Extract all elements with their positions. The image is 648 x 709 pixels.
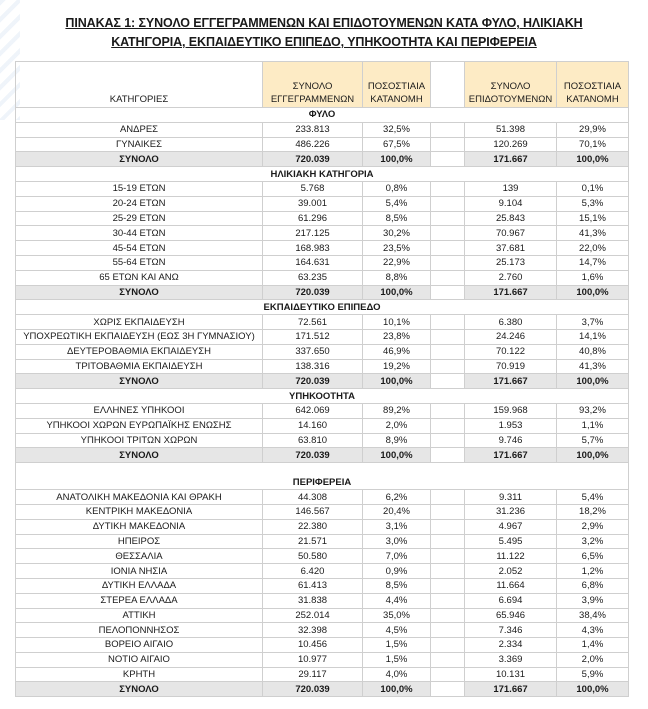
row-category: ΥΠΟΧΡΕΩΤΙΚΗ ΕΚΠΑΙΔΕΥΣΗ (ΕΩΣ 3Η ΓΥΜΝΑΣΙΟΥ): [16, 329, 263, 344]
row-spacer: [431, 638, 465, 653]
row-category: ΔΕΥΤΕΡΟΒΑΘΜΙΑ ΕΚΠΑΙΔΕΥΣΗ: [16, 344, 263, 359]
table-row: [16, 549, 629, 564]
table-row: [16, 608, 629, 623]
row-subsidized: 2.334: [465, 638, 557, 653]
table-row: [16, 504, 629, 519]
row-pct-subsidized: 38,4%: [557, 608, 629, 623]
total-spacer: [431, 448, 465, 463]
row-registered: 61.296: [263, 211, 363, 226]
row-pct-registered: 6,2%: [363, 490, 431, 505]
row-subsidized: 139: [465, 181, 557, 196]
table-row: [16, 270, 629, 285]
row-registered: 21.571: [263, 534, 363, 549]
row-registered: 22.380: [263, 519, 363, 534]
row-pct-subsidized: 70,1%: [557, 137, 629, 152]
row-category: ΥΠΗΚΟΟΙ ΤΡΙΤΩΝ ΧΩΡΩΝ: [16, 433, 263, 448]
row-pct-subsidized: 3,9%: [557, 593, 629, 608]
row-category: ΒΟΡΕΙΟ ΑΙΓΑΙΟ: [16, 638, 263, 653]
row-pct-subsidized: 5,9%: [557, 667, 629, 682]
table-row: [16, 122, 629, 137]
row-subsidized: 3.369: [465, 652, 557, 667]
row-category: ΠΕΛΟΠΟΝΝΗΣΟΣ: [16, 623, 263, 638]
row-pct-registered: 8,5%: [363, 578, 431, 593]
row-spacer: [431, 623, 465, 638]
total-spacer: [431, 152, 465, 167]
table-row: [16, 593, 629, 608]
total-row: [16, 448, 629, 463]
row-registered: 642.069: [263, 403, 363, 418]
row-category: ΗΠΕΙΡΟΣ: [16, 534, 263, 549]
row-pct-registered: 4,5%: [363, 623, 431, 638]
row-pct-registered: 4,4%: [363, 593, 431, 608]
row-pct-subsidized: 1,4%: [557, 638, 629, 653]
total-registered: 720.039: [263, 448, 363, 463]
row-pct-registered: 23,8%: [363, 329, 431, 344]
row-category: ΑΤΤΙΚΗ: [16, 608, 263, 623]
row-subsidized: 11.664: [465, 578, 557, 593]
row-registered: 44.308: [263, 490, 363, 505]
row-pct-subsidized: 22,0%: [557, 241, 629, 256]
row-spacer: [431, 255, 465, 270]
statistics-table: [15, 61, 629, 697]
row-pct-subsidized: 1,6%: [557, 270, 629, 285]
row-registered: 252.014: [263, 608, 363, 623]
total-pct-subsidized: 100,0%: [557, 682, 629, 697]
row-registered: 233.813: [263, 122, 363, 137]
row-pct-registered: 35,0%: [363, 608, 431, 623]
row-registered: 32.398: [263, 623, 363, 638]
row-spacer: [431, 433, 465, 448]
row-category: ΧΩΡΙΣ ΕΚΠΑΙΔΕΥΣΗ: [16, 315, 263, 330]
row-registered: 39.001: [263, 196, 363, 211]
row-subsidized: 51.398: [465, 122, 557, 137]
row-registered: 63.235: [263, 270, 363, 285]
row-pct-subsidized: 3,2%: [557, 534, 629, 549]
table-row: [16, 329, 629, 344]
row-pct-subsidized: 1,1%: [557, 418, 629, 433]
row-subsidized: 2.760: [465, 270, 557, 285]
row-registered: 31.838: [263, 593, 363, 608]
row-pct-subsidized: 4,3%: [557, 623, 629, 638]
row-pct-subsidized: 5,4%: [557, 490, 629, 505]
total-label: ΣΥΝΟΛΟ: [16, 682, 263, 697]
row-subsidized: 2.052: [465, 564, 557, 579]
row-category: ΤΡΙΤΟΒΑΘΜΙΑ ΕΚΠΑΙΔΕΥΣΗ: [16, 359, 263, 374]
row-spacer: [431, 211, 465, 226]
table-row: [16, 519, 629, 534]
total-label: ΣΥΝΟΛΟ: [16, 152, 263, 167]
row-registered: 5.768: [263, 181, 363, 196]
row-pct-registered: 1,5%: [363, 638, 431, 653]
row-spacer: [431, 578, 465, 593]
header-categories: ΚΑΤΗΓΟΡΙΕΣ: [16, 62, 263, 108]
table-row: [16, 181, 629, 196]
row-registered: 217.125: [263, 226, 363, 241]
row-pct-registered: 5,4%: [363, 196, 431, 211]
total-row: [16, 285, 629, 300]
row-pct-registered: 3,0%: [363, 534, 431, 549]
row-subsidized: 9.311: [465, 490, 557, 505]
row-pct-registered: 3,1%: [363, 519, 431, 534]
section-header-row: [16, 167, 629, 182]
total-registered: 720.039: [263, 285, 363, 300]
total-label: ΣΥΝΟΛΟ: [16, 285, 263, 300]
row-registered: 168.983: [263, 241, 363, 256]
header-pct-subsidized: ΠΟΣΟΣΤΙΑΙΑ ΚΑΤΑΝΟΜΗ: [557, 62, 629, 108]
row-spacer: [431, 122, 465, 137]
total-spacer: [431, 374, 465, 389]
row-registered: 337.650: [263, 344, 363, 359]
row-subsidized: 120.269: [465, 137, 557, 152]
table-row: [16, 315, 629, 330]
table-row: [16, 359, 629, 374]
row-pct-subsidized: 41,3%: [557, 359, 629, 374]
row-pct-subsidized: 14,1%: [557, 329, 629, 344]
row-category: ΥΠΗΚΟΟΙ ΧΩΡΩΝ ΕΥΡΩΠΑΪΚΗΣ ΕΝΩΣΗΣ: [16, 418, 263, 433]
page-title: [0, 14, 648, 52]
row-pct-subsidized: 15,1%: [557, 211, 629, 226]
row-pct-subsidized: 29,9%: [557, 122, 629, 137]
total-spacer: [431, 682, 465, 697]
row-spacer: [431, 181, 465, 196]
title-line-2: ΚΑΤΗΓΟΡΙΑ, ΕΚΠΑΙΔΕΥΤΙΚΟ ΕΠΙΠΕΔΟ, ΥΠΗΚΟΟΤΗΤΑ ΚΑΙ ΠΕΡΙΦΕΡΕΙΑ: [111, 35, 537, 49]
row-category: 65 ΕΤΩΝ ΚΑΙ ΑΝΩ: [16, 270, 263, 285]
row-category: ΓΥΝΑΙΚΕΣ: [16, 137, 263, 152]
row-spacer: [431, 418, 465, 433]
row-subsidized: 25.843: [465, 211, 557, 226]
table-row: [16, 418, 629, 433]
row-pct-registered: 4,0%: [363, 667, 431, 682]
total-row: [16, 152, 629, 167]
section-title: ΥΠΗΚΟΟΤΗΤΑ: [16, 389, 629, 404]
total-registered: 720.039: [263, 682, 363, 697]
table-row: [16, 490, 629, 505]
row-category: ΣΤΕΡΕΑ ΕΛΛΑΔΑ: [16, 593, 263, 608]
row-spacer: [431, 315, 465, 330]
header-pct-registered: ΠΟΣΟΣΤΙΑΙΑ ΚΑΤΑΝΟΜΗ: [363, 62, 431, 108]
row-registered: 171.512: [263, 329, 363, 344]
header-registered: ΣΥΝΟΛΟ ΕΓΓΕΓΡΑΜΜΕΝΩΝ: [263, 62, 363, 108]
total-subsidized: 171.667: [465, 152, 557, 167]
row-pct-registered: 0,9%: [363, 564, 431, 579]
row-category: 25-29 ΕΤΩΝ: [16, 211, 263, 226]
table-row: [16, 226, 629, 241]
section-title: ΕΚΠΑΙΔΕΥΤΙΚΟ ΕΠΙΠΕΔΟ: [16, 300, 629, 315]
row-spacer: [431, 403, 465, 418]
row-spacer: [431, 608, 465, 623]
total-subsidized: 171.667: [465, 448, 557, 463]
table-row: [16, 433, 629, 448]
row-pct-registered: 2,0%: [363, 418, 431, 433]
row-spacer: [431, 196, 465, 211]
row-subsidized: 70.122: [465, 344, 557, 359]
row-spacer: [431, 226, 465, 241]
row-subsidized: 9.746: [465, 433, 557, 448]
total-registered: 720.039: [263, 152, 363, 167]
header-spacer: [431, 62, 465, 108]
row-pct-subsidized: 1,2%: [557, 564, 629, 579]
row-subsidized: 25.173: [465, 255, 557, 270]
row-spacer: [431, 329, 465, 344]
row-pct-registered: 22,9%: [363, 255, 431, 270]
row-pct-registered: 8,8%: [363, 270, 431, 285]
row-spacer: [431, 504, 465, 519]
row-category: 55-64 ΕΤΩΝ: [16, 255, 263, 270]
row-pct-subsidized: 3,7%: [557, 315, 629, 330]
total-pct-subsidized: 100,0%: [557, 374, 629, 389]
row-category: 20-24 ΕΤΩΝ: [16, 196, 263, 211]
row-pct-subsidized: 41,3%: [557, 226, 629, 241]
row-subsidized: 5.495: [465, 534, 557, 549]
table-row: [16, 638, 629, 653]
row-pct-subsidized: 6,5%: [557, 549, 629, 564]
table-row: [16, 196, 629, 211]
row-subsidized: 7.346: [465, 623, 557, 638]
row-pct-registered: 8,5%: [363, 211, 431, 226]
total-pct-subsidized: 100,0%: [557, 152, 629, 167]
row-pct-subsidized: 5,7%: [557, 433, 629, 448]
row-subsidized: 4.967: [465, 519, 557, 534]
row-pct-registered: 46,9%: [363, 344, 431, 359]
row-subsidized: 6.694: [465, 593, 557, 608]
row-spacer: [431, 519, 465, 534]
row-registered: 486.226: [263, 137, 363, 152]
row-pct-subsidized: 2,0%: [557, 652, 629, 667]
total-label: ΣΥΝΟΛΟ: [16, 448, 263, 463]
section-title: ΦΥΛΟ: [16, 108, 629, 123]
row-category: 15-19 ΕΤΩΝ: [16, 181, 263, 196]
row-registered: 61.413: [263, 578, 363, 593]
row-spacer: [431, 549, 465, 564]
row-spacer: [431, 137, 465, 152]
row-registered: 63.810: [263, 433, 363, 448]
row-spacer: [431, 564, 465, 579]
row-spacer: [431, 270, 465, 285]
title-line-1: ΠΙΝΑΚΑΣ 1: ΣΥΝΟΛΟ ΕΓΓΕΓΡΑΜΜΕΝΩΝ ΚΑΙ ΕΠΙΔΟΤΟΥΜΕΝΩΝ ΚΑΤΑ ΦΥΛΟ, ΗΛΙΚΙΑΚΗ: [65, 16, 583, 30]
row-category: ΕΛΛΗΝΕΣ ΥΠΗΚΟΟΙ: [16, 403, 263, 418]
row-subsidized: 70.919: [465, 359, 557, 374]
row-category: ΚΡΗΤΗ: [16, 667, 263, 682]
row-pct-registered: 1,5%: [363, 652, 431, 667]
row-registered: 164.631: [263, 255, 363, 270]
row-registered: 10.456: [263, 638, 363, 653]
row-registered: 146.567: [263, 504, 363, 519]
row-subsidized: 11.122: [465, 549, 557, 564]
total-pct-registered: 100,0%: [363, 374, 431, 389]
header-subsidized: ΣΥΝΟΛΟ ΕΠΙΔΟΤΟΥΜΕΝΩΝ: [465, 62, 557, 108]
header-row: [16, 62, 629, 108]
row-registered: 14.160: [263, 418, 363, 433]
row-pct-registered: 20,4%: [363, 504, 431, 519]
row-pct-subsidized: 5,3%: [557, 196, 629, 211]
row-category: 45-54 ΕΤΩΝ: [16, 241, 263, 256]
row-registered: 6.420: [263, 564, 363, 579]
row-pct-registered: 8,9%: [363, 433, 431, 448]
table-row: [16, 137, 629, 152]
row-registered: 29.117: [263, 667, 363, 682]
row-pct-registered: 32,5%: [363, 122, 431, 137]
row-registered: 138.316: [263, 359, 363, 374]
row-category: ΔΥΤΙΚΗ ΜΑΚΕΔΟΝΙΑ: [16, 519, 263, 534]
row-category: ΑΝΑΤΟΛΙΚΗ ΜΑΚΕΔΟΝΙΑ ΚΑΙ ΘΡΑΚΗ: [16, 490, 263, 505]
table-row: [16, 344, 629, 359]
section-header-row: [16, 108, 629, 123]
row-category: ΝΟΤΙΟ ΑΙΓΑΙΟ: [16, 652, 263, 667]
row-pct-subsidized: 2,9%: [557, 519, 629, 534]
row-pct-subsidized: 18,2%: [557, 504, 629, 519]
row-subsidized: 65.946: [465, 608, 557, 623]
table-row: [16, 623, 629, 638]
total-row: [16, 682, 629, 697]
total-subsidized: 171.667: [465, 682, 557, 697]
row-category: ΚΕΝΤΡΙΚΗ ΜΑΚΕΔΟΝΙΑ: [16, 504, 263, 519]
row-category: ΑΝΔΡΕΣ: [16, 122, 263, 137]
row-subsidized: 159.968: [465, 403, 557, 418]
row-subsidized: 31.236: [465, 504, 557, 519]
row-category: ΙΟΝΙΑ ΝΗΣΙΑ: [16, 564, 263, 579]
table-row: [16, 255, 629, 270]
row-pct-registered: 89,2%: [363, 403, 431, 418]
total-spacer: [431, 285, 465, 300]
row-subsidized: 37.681: [465, 241, 557, 256]
row-category: 30-44 ΕΤΩΝ: [16, 226, 263, 241]
table-row: [16, 578, 629, 593]
total-label: ΣΥΝΟΛΟ: [16, 374, 263, 389]
row-pct-registered: 23,5%: [363, 241, 431, 256]
section-title: ΗΛΙΚΙΑΚΗ ΚΑΤΗΓΟΡΙΑ: [16, 167, 629, 182]
row-pct-subsidized: 6,8%: [557, 578, 629, 593]
table-row: [16, 564, 629, 579]
row-pct-subsidized: 0,1%: [557, 181, 629, 196]
row-pct-subsidized: 14,7%: [557, 255, 629, 270]
table-row: [16, 211, 629, 226]
section-header-row: [16, 300, 629, 315]
row-subsidized: 1.953: [465, 418, 557, 433]
section-header-row: [16, 463, 629, 490]
row-spacer: [431, 490, 465, 505]
row-spacer: [431, 344, 465, 359]
total-registered: 720.039: [263, 374, 363, 389]
row-spacer: [431, 667, 465, 682]
total-pct-subsidized: 100,0%: [557, 285, 629, 300]
total-subsidized: 171.667: [465, 374, 557, 389]
row-pct-registered: 19,2%: [363, 359, 431, 374]
row-pct-registered: 67,5%: [363, 137, 431, 152]
row-pct-subsidized: 93,2%: [557, 403, 629, 418]
row-subsidized: 9.104: [465, 196, 557, 211]
section-title: ΠΕΡΙΦΕΡΕΙΑ: [16, 463, 629, 490]
table-row: [16, 652, 629, 667]
row-pct-registered: 30,2%: [363, 226, 431, 241]
total-pct-subsidized: 100,0%: [557, 448, 629, 463]
row-subsidized: 24.246: [465, 329, 557, 344]
row-pct-subsidized: 40,8%: [557, 344, 629, 359]
row-spacer: [431, 652, 465, 667]
table-row: [16, 403, 629, 418]
row-subsidized: 10.131: [465, 667, 557, 682]
row-pct-registered: 0,8%: [363, 181, 431, 196]
row-category: ΔΥΤΙΚΗ ΕΛΛΑΔΑ: [16, 578, 263, 593]
total-row: [16, 374, 629, 389]
row-registered: 72.561: [263, 315, 363, 330]
table-row: [16, 241, 629, 256]
row-registered: 50.580: [263, 549, 363, 564]
row-pct-registered: 10,1%: [363, 315, 431, 330]
row-spacer: [431, 534, 465, 549]
section-header-row: [16, 389, 629, 404]
row-pct-registered: 7,0%: [363, 549, 431, 564]
table-row: [16, 667, 629, 682]
table-row: [16, 534, 629, 549]
row-spacer: [431, 241, 465, 256]
total-subsidized: 171.667: [465, 285, 557, 300]
row-subsidized: 70.967: [465, 226, 557, 241]
row-subsidized: 6.380: [465, 315, 557, 330]
total-pct-registered: 100,0%: [363, 448, 431, 463]
total-pct-registered: 100,0%: [363, 285, 431, 300]
total-pct-registered: 100,0%: [363, 152, 431, 167]
row-registered: 10.977: [263, 652, 363, 667]
row-category: ΘΕΣΣΑΛΙΑ: [16, 549, 263, 564]
row-spacer: [431, 593, 465, 608]
row-spacer: [431, 359, 465, 374]
total-pct-registered: 100,0%: [363, 682, 431, 697]
